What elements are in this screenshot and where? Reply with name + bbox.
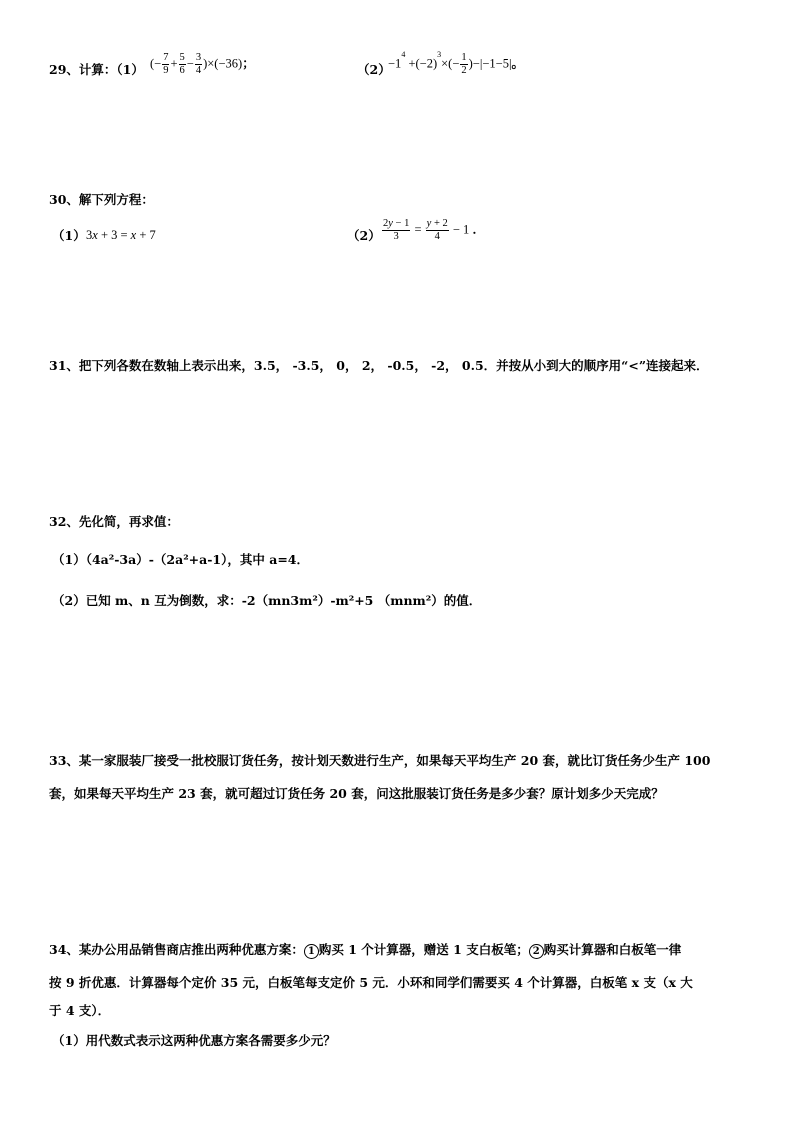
- q34-line-1: [49, 942, 681, 959]
- q34-plan-2: 购买计算器和白板笔一律: [543, 942, 682, 957]
- q30-heading: [49, 192, 154, 208]
- q33-line-1: 33、某一家服装厂接受一批校服订货任务，按计划天数进行生产，如果每天平均生产 20 套，就比订货任务少生产 100: [49, 753, 711, 768]
- q31-text: 31、把下列各数在数轴上表示出来，3.5， -3.5， 0， 2， -0.5， -2， 0.5．并按从小到大的顺序用“<”连接起来．: [49, 358, 709, 373]
- q33-line-2: 套，如果每天平均生产 23 套，就可超过订货任务 20 套，问这批服装订货任务是多少套？原计划多少天完成？: [49, 786, 664, 801]
- q34-line-4: （1）用代数式表示这两种优惠方案各需要多少元？: [52, 1033, 336, 1048]
- q29-part2-label: （2）: [357, 62, 391, 77]
- q34-plan-1: 购买 1 个计算器，赠送 1 支白板笔；: [318, 942, 529, 957]
- q30-part2-label: （2）: [347, 228, 381, 243]
- circled-number-2: 2: [529, 944, 544, 959]
- q30-part2-tail: ．: [472, 222, 485, 237]
- q29-part1-label: （1）: [116, 62, 144, 77]
- q29-expression-1: (− $\frac{7}{9}$ + $\frac{5}{6}$ − $\frac{3}{4}$ )×(−36)；: [150, 52, 255, 76]
- q34-line-2: 按 9 折优惠．计算器每个定价 35 元，白板笔每支定价 5 元．小环和同学们需要买 4 个计算器，白板笔 x 支（x 大: [49, 975, 693, 990]
- q32-title: 32、先化简，再求值：: [49, 514, 179, 529]
- q29-label: 计算：: [78, 62, 117, 77]
- circled-number-1: 1: [304, 944, 319, 959]
- q29-part2-tail: 。: [511, 56, 524, 71]
- q34-line-3: 于 4 支）．: [49, 1003, 111, 1018]
- q30-part1-label: （1）: [52, 228, 86, 243]
- q32-part1: （1）（4a²-3a）-（2a²+a-1），其中 a=4．: [52, 552, 309, 567]
- q30-label: 解下列方程：: [78, 192, 154, 207]
- q30-equation-1: 3x + 3 = x + 7: [86, 228, 156, 242]
- q29-number: 29、: [49, 62, 79, 77]
- q29-part1-tail: ；: [242, 56, 255, 71]
- q29-expression-2: $-1^4 +(-2)^3\times(-$ $\frac{1}{2}$ )−|−1−5|。: [388, 50, 524, 76]
- q30-number: 30、: [49, 192, 79, 207]
- q32-part2: （2）已知 m、n 互为倒数，求：-2（mn3m²）-m²+5 （mnm²）的值．: [52, 593, 482, 608]
- q30-equation-2: $\frac{2y - 1}{3}$ = $\frac{y + 2}{4}$ − 1 ．: [383, 218, 485, 242]
- q34-intro: 34、某办公用品销售商店推出两种优惠方案：: [49, 942, 304, 957]
- q29-heading: [49, 62, 144, 78]
